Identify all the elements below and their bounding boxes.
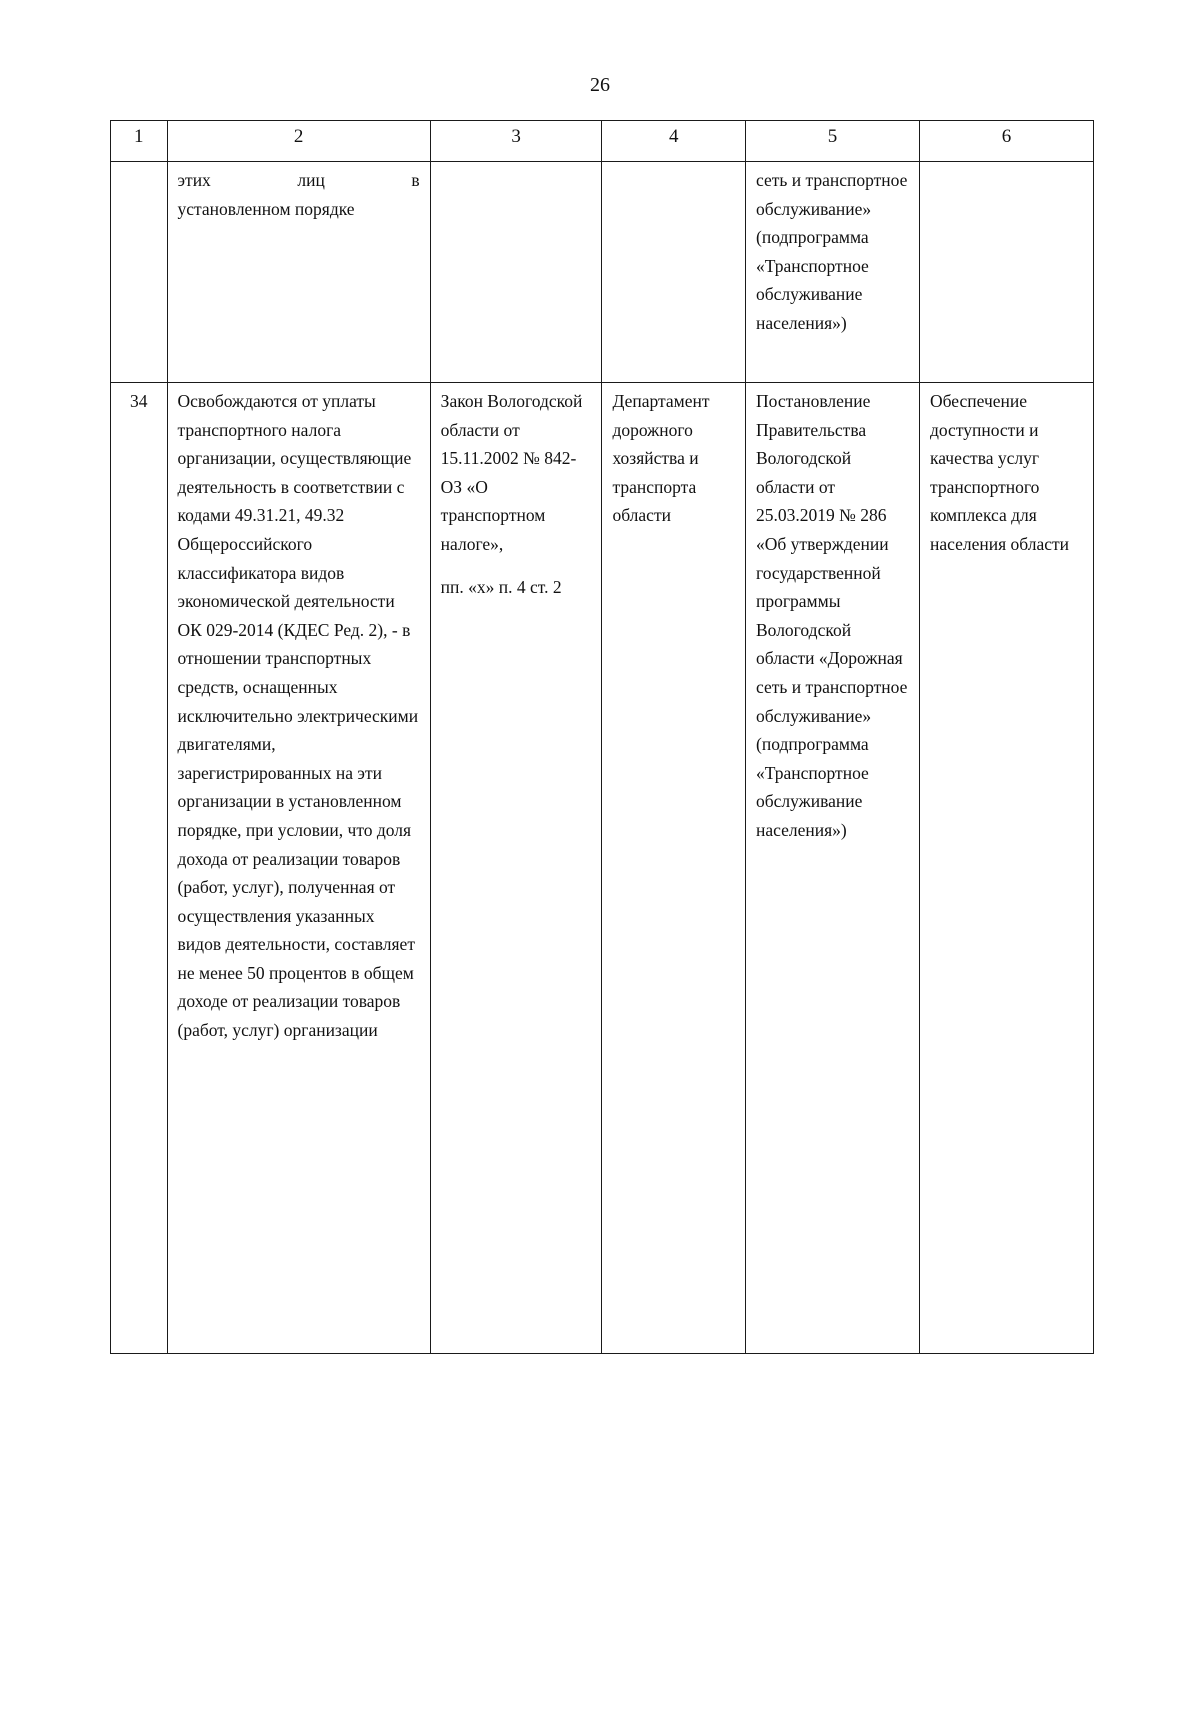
cell-number — [111, 162, 168, 383]
cell-responsible-body — [602, 162, 746, 383]
law-reference: Закон Вологодской области от 15.11.2002 № 842-ОЗ «О транспортном налоге», — [440, 391, 583, 554]
cell-program: сеть и транспортное обслуживание» (подпрограмма «Транспортное обслуживание населения») — [746, 162, 920, 383]
cell-responsible-body: Департамент дорожного хозяйства и транспорта области — [602, 383, 746, 1354]
header-col-4: 4 — [602, 121, 746, 162]
benefits-table — [110, 120, 1094, 1354]
header-col-3: 3 — [430, 121, 602, 162]
cell-goal — [919, 162, 1093, 383]
cell-legal-basis — [430, 383, 602, 1354]
header-col-2: 2 — [167, 121, 430, 162]
header-col-1: 1 — [111, 121, 168, 162]
benefit-text-line: установленном порядке — [177, 198, 355, 219]
table-row-continuation — [111, 162, 1094, 383]
cell-benefit-description: Освобождаются от уплаты транспортного налога организации, осуществляющие деятельность в соответствии с кодами 49.31.21, 49.32 Общероссийского классификатора видов экономической деятельности ОК 029-2014 (КДЕС Ред. 2), - в отношении транспортных средств, оснащенных исключительно электрическими двигателями, зарегистрированных на эти организации в установленном порядке, при условии, что доля дохода от реализации товаров (работ, услуг), полученная от осуществления указанных видов деятельности, составляет не менее 50 процентов в общем доходе от реализации товаров (работ, услуг) организации — [167, 383, 430, 1354]
cell-legal-basis — [430, 162, 602, 383]
cell-benefit-description — [167, 162, 430, 383]
cell-program: Постановление Правительства Вологодской области от 25.03.2019 № 286 «Об утверждении государственной программы Вологодской области «Дорожная сеть и транспортное обслуживание» (подпрограмма «Транспортное обслуживание населения») — [746, 383, 920, 1354]
cell-number: 34 — [111, 383, 168, 1354]
cell-goal: Обеспечение доступности и качества услуг транспортного комплекса для населения области — [919, 383, 1093, 1354]
header-col-6: 6 — [919, 121, 1093, 162]
header-col-5: 5 — [746, 121, 920, 162]
article-reference: пп. «х» п. 4 ст. 2 — [440, 576, 562, 597]
table-header-row — [111, 121, 1094, 162]
table-row-34 — [111, 383, 1094, 1354]
benefit-text-line: этих лиц в — [177, 170, 420, 190]
page-number: 26 — [590, 74, 610, 96]
